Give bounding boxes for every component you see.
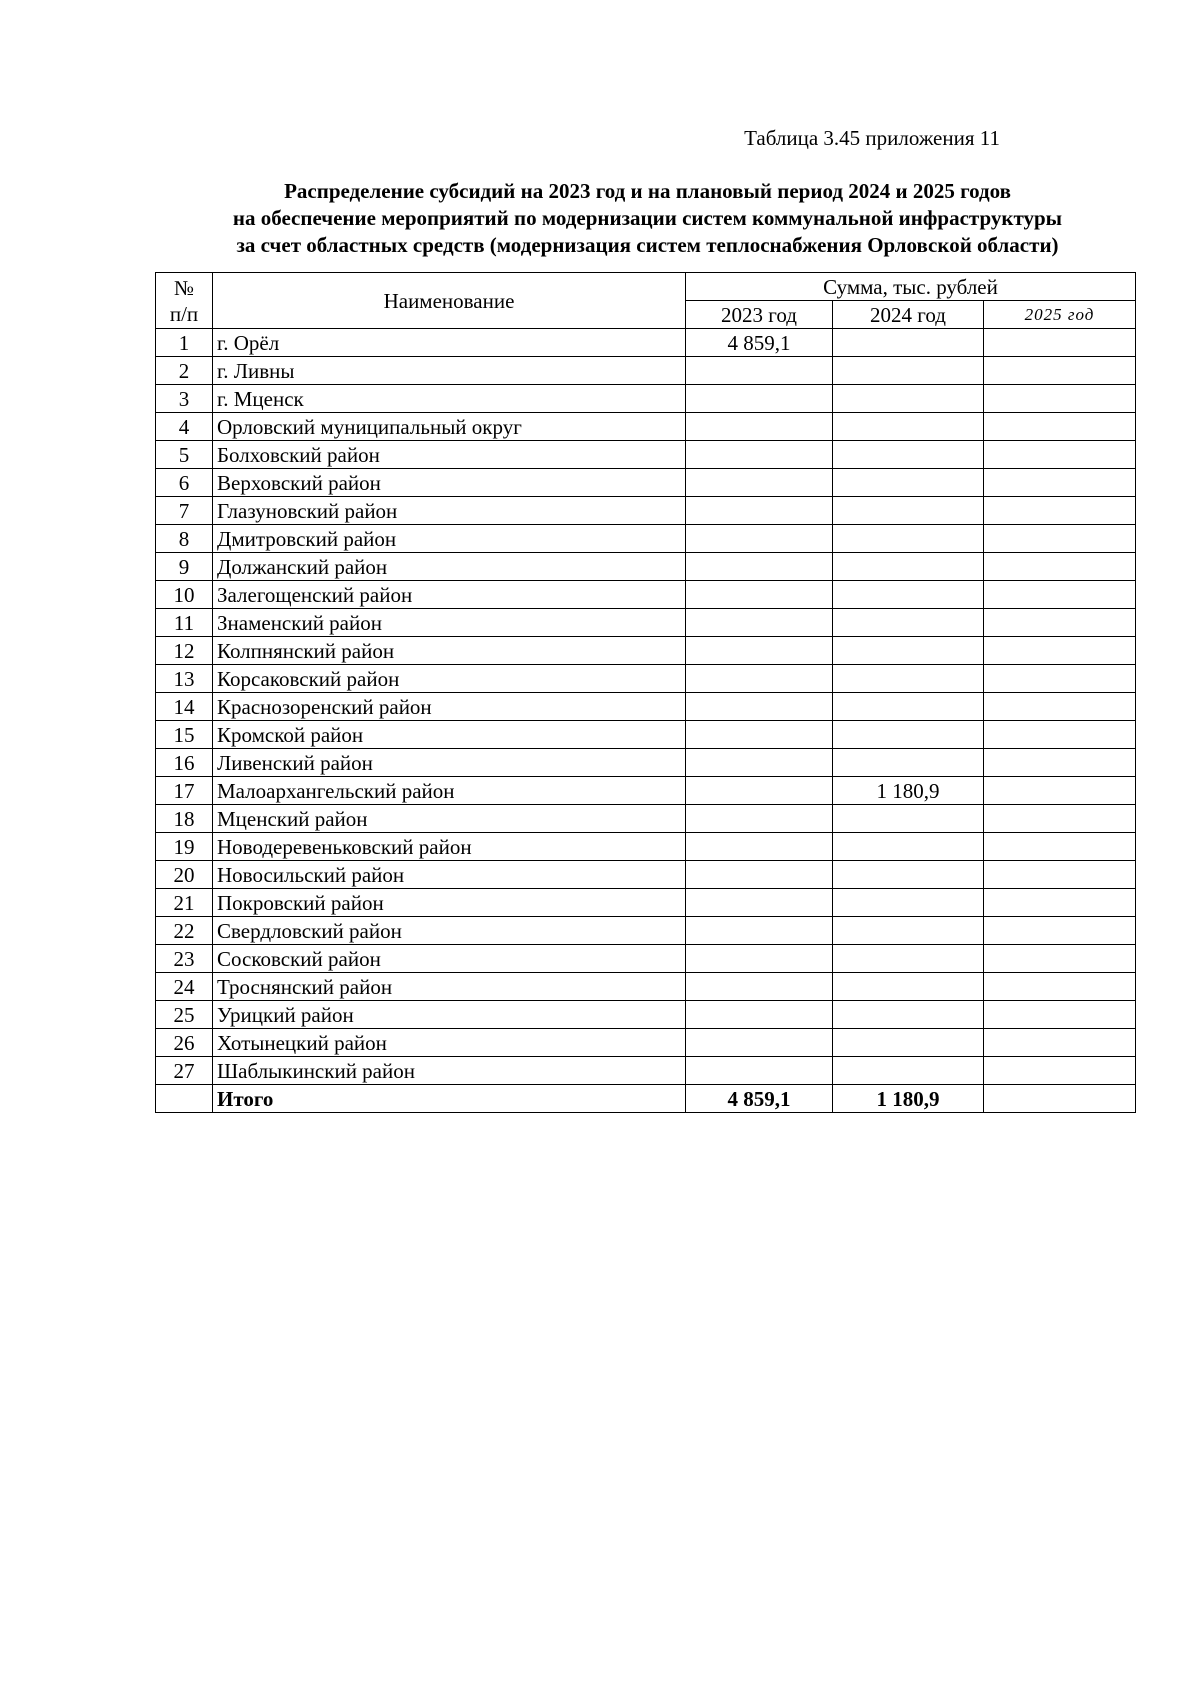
row-value-2023 — [686, 497, 833, 525]
row-value-2023 — [686, 833, 833, 861]
row-number: 6 — [156, 469, 213, 497]
table-row — [156, 861, 1136, 889]
row-value-2023 — [686, 1057, 833, 1085]
row-name: г. Мценск — [213, 385, 686, 413]
row-value-2023 — [686, 889, 833, 917]
table-header-row — [156, 273, 1136, 301]
row-value-2024 — [833, 329, 984, 357]
row-number: 19 — [156, 833, 213, 861]
row-value-2024 — [833, 749, 984, 777]
row-value-2023 — [686, 665, 833, 693]
table-row — [156, 1001, 1136, 1029]
header-num-line2: п/п — [169, 301, 199, 326]
row-value-2024 — [833, 609, 984, 637]
table-row — [156, 441, 1136, 469]
title-line-3: за счет областных средств (модернизация систем теплоснабжения Орловской области) — [236, 233, 1059, 257]
header-year-2024: 2024 год — [833, 301, 984, 329]
row-number: 27 — [156, 1057, 213, 1085]
row-name: Свердловский район — [213, 917, 686, 945]
row-value-2025 — [984, 637, 1136, 665]
header-year-2023: 2023 год — [686, 301, 833, 329]
table-row — [156, 497, 1136, 525]
row-value-2024 — [833, 917, 984, 945]
row-number: 8 — [156, 525, 213, 553]
row-value-2025 — [984, 665, 1136, 693]
row-name: Мценский район — [213, 805, 686, 833]
row-value-2024 — [833, 497, 984, 525]
table-row — [156, 553, 1136, 581]
row-value-2025 — [984, 525, 1136, 553]
row-value-2023 — [686, 441, 833, 469]
row-name: Верховский район — [213, 469, 686, 497]
row-number: 18 — [156, 805, 213, 833]
table-reference: Таблица 3.45 приложения 11 — [744, 126, 1000, 150]
row-name: Ливенский район — [213, 749, 686, 777]
row-name: Болховский район — [213, 441, 686, 469]
row-value-2025 — [984, 441, 1136, 469]
document-title — [150, 178, 1145, 259]
table-row — [156, 413, 1136, 441]
row-value-2024 — [833, 805, 984, 833]
row-value-2024 — [833, 945, 984, 973]
row-name: Новодеревеньковский район — [213, 833, 686, 861]
row-value-2024 — [833, 861, 984, 889]
row-value-2024 — [833, 469, 984, 497]
row-value-2023 — [686, 945, 833, 973]
table-row — [156, 469, 1136, 497]
row-value-2024 — [833, 553, 984, 581]
row-value-2025 — [984, 469, 1136, 497]
total-value-2024: 1 180,9 — [833, 1085, 984, 1113]
row-number: 25 — [156, 1001, 213, 1029]
row-value-2024 — [833, 973, 984, 1001]
table-row — [156, 749, 1136, 777]
row-number: 4 — [156, 413, 213, 441]
row-number: 20 — [156, 861, 213, 889]
row-value-2023 — [686, 1001, 833, 1029]
row-value-2025 — [984, 721, 1136, 749]
row-name: Должанский район — [213, 553, 686, 581]
table-row — [156, 1029, 1136, 1057]
row-value-2023 — [686, 525, 833, 553]
row-value-2025 — [984, 833, 1136, 861]
row-name: Малоархангельский район — [213, 777, 686, 805]
total-row — [156, 1085, 1136, 1113]
total-label: Итого — [213, 1085, 686, 1113]
row-value-2025 — [984, 581, 1136, 609]
row-number: 11 — [156, 609, 213, 637]
row-value-2024 — [833, 889, 984, 917]
row-number: 15 — [156, 721, 213, 749]
row-number: 13 — [156, 665, 213, 693]
row-value-2023 — [686, 861, 833, 889]
row-value-2025 — [984, 497, 1136, 525]
row-number: 12 — [156, 637, 213, 665]
row-name: Покровский район — [213, 889, 686, 917]
row-value-2023 — [686, 917, 833, 945]
row-value-2025 — [984, 693, 1136, 721]
row-number: 22 — [156, 917, 213, 945]
row-value-2025 — [984, 609, 1136, 637]
row-value-2024 — [833, 1001, 984, 1029]
row-name: Дмитровский район — [213, 525, 686, 553]
row-value-2025 — [984, 1029, 1136, 1057]
row-value-2025 — [984, 329, 1136, 357]
row-value-2023 — [686, 469, 833, 497]
row-value-2025 — [984, 777, 1136, 805]
row-number: 14 — [156, 693, 213, 721]
row-name: Корсаковский район — [213, 665, 686, 693]
title-line-2: на обеспечение мероприятий по модернизации систем коммунальной инфраструктуры — [232, 206, 1063, 230]
row-name: г. Орёл — [213, 329, 686, 357]
row-name: Урицкий район — [213, 1001, 686, 1029]
row-name: Орловский муниципальный округ — [213, 413, 686, 441]
row-value-2023 — [686, 637, 833, 665]
table-row — [156, 329, 1136, 357]
table-row — [156, 385, 1136, 413]
row-name: Краснозоренский район — [213, 693, 686, 721]
row-value-2024 — [833, 637, 984, 665]
row-name: Новосильский район — [213, 861, 686, 889]
title-line-1: Распределение субсидий на 2023 год и на плановый период 2024 и 2025 годов — [284, 179, 1011, 203]
row-value-2024 — [833, 413, 984, 441]
table-row — [156, 833, 1136, 861]
row-number: 23 — [156, 945, 213, 973]
row-name: Знаменский район — [213, 609, 686, 637]
row-name: Залегощенский район — [213, 581, 686, 609]
table-row — [156, 777, 1136, 805]
row-value-2023 — [686, 973, 833, 1001]
header-name: Наименование — [213, 273, 686, 329]
row-value-2023 — [686, 357, 833, 385]
row-number: 16 — [156, 749, 213, 777]
row-value-2025 — [984, 973, 1136, 1001]
row-number: 10 — [156, 581, 213, 609]
row-value-2025 — [984, 413, 1136, 441]
row-number: 9 — [156, 553, 213, 581]
row-value-2023 — [686, 581, 833, 609]
row-number: 3 — [156, 385, 213, 413]
table-row — [156, 357, 1136, 385]
row-value-2025 — [984, 553, 1136, 581]
table-row — [156, 693, 1136, 721]
row-value-2024 — [833, 665, 984, 693]
subsidy-table — [155, 272, 1136, 1113]
row-value-2023 — [686, 609, 833, 637]
row-name: Хотынецкий район — [213, 1029, 686, 1057]
table-row — [156, 945, 1136, 973]
row-name: г. Ливны — [213, 357, 686, 385]
table-row — [156, 889, 1136, 917]
row-value-2025 — [984, 749, 1136, 777]
row-name: Глазуновский район — [213, 497, 686, 525]
row-name: Шаблыкинский район — [213, 1057, 686, 1085]
table-row — [156, 609, 1136, 637]
table-row — [156, 525, 1136, 553]
row-number: 5 — [156, 441, 213, 469]
row-value-2024 — [833, 441, 984, 469]
row-number: 21 — [156, 889, 213, 917]
row-value-2024 — [833, 1029, 984, 1057]
row-value-2025 — [984, 861, 1136, 889]
row-value-2025 — [984, 805, 1136, 833]
header-num — [156, 273, 213, 329]
row-value-2024 — [833, 693, 984, 721]
row-number: 7 — [156, 497, 213, 525]
total-value-2023: 4 859,1 — [686, 1085, 833, 1113]
row-number: 26 — [156, 1029, 213, 1057]
row-value-2023 — [686, 749, 833, 777]
row-value-2025 — [984, 917, 1136, 945]
row-number: 24 — [156, 973, 213, 1001]
row-number: 2 — [156, 357, 213, 385]
row-value-2023 — [686, 385, 833, 413]
row-value-2023 — [686, 413, 833, 441]
row-value-2024 — [833, 357, 984, 385]
row-value-2025 — [984, 1001, 1136, 1029]
row-value-2023: 4 859,1 — [686, 329, 833, 357]
row-value-2025 — [984, 1057, 1136, 1085]
row-name: Троснянский район — [213, 973, 686, 1001]
row-value-2023 — [686, 693, 833, 721]
row-value-2024 — [833, 581, 984, 609]
row-value-2024 — [833, 525, 984, 553]
table-row — [156, 1057, 1136, 1085]
row-name: Колпнянский район — [213, 637, 686, 665]
table-row — [156, 581, 1136, 609]
row-number: 1 — [156, 329, 213, 357]
row-value-2025 — [984, 945, 1136, 973]
row-value-2023 — [686, 553, 833, 581]
row-value-2024 — [833, 721, 984, 749]
header-sum: Сумма, тыс. рублей — [686, 273, 1136, 301]
row-value-2023 — [686, 721, 833, 749]
row-value-2025 — [984, 357, 1136, 385]
row-value-2025 — [984, 385, 1136, 413]
table-row — [156, 637, 1136, 665]
header-year-2025: 2025 год — [984, 301, 1136, 329]
table-row — [156, 721, 1136, 749]
table-row — [156, 805, 1136, 833]
table-body — [156, 329, 1136, 1113]
table-row — [156, 917, 1136, 945]
total-value-2025 — [984, 1085, 1136, 1113]
table-row — [156, 665, 1136, 693]
row-value-2023 — [686, 805, 833, 833]
row-value-2023 — [686, 1029, 833, 1057]
row-value-2024 — [833, 833, 984, 861]
row-value-2024 — [833, 385, 984, 413]
total-number — [156, 1085, 213, 1113]
row-value-2023 — [686, 777, 833, 805]
row-name: Кромской район — [213, 721, 686, 749]
row-value-2024 — [833, 1057, 984, 1085]
table-row — [156, 973, 1136, 1001]
row-value-2024: 1 180,9 — [833, 777, 984, 805]
header-num-line1: № — [173, 275, 195, 300]
row-number: 17 — [156, 777, 213, 805]
row-value-2025 — [984, 889, 1136, 917]
row-name: Сосковский район — [213, 945, 686, 973]
